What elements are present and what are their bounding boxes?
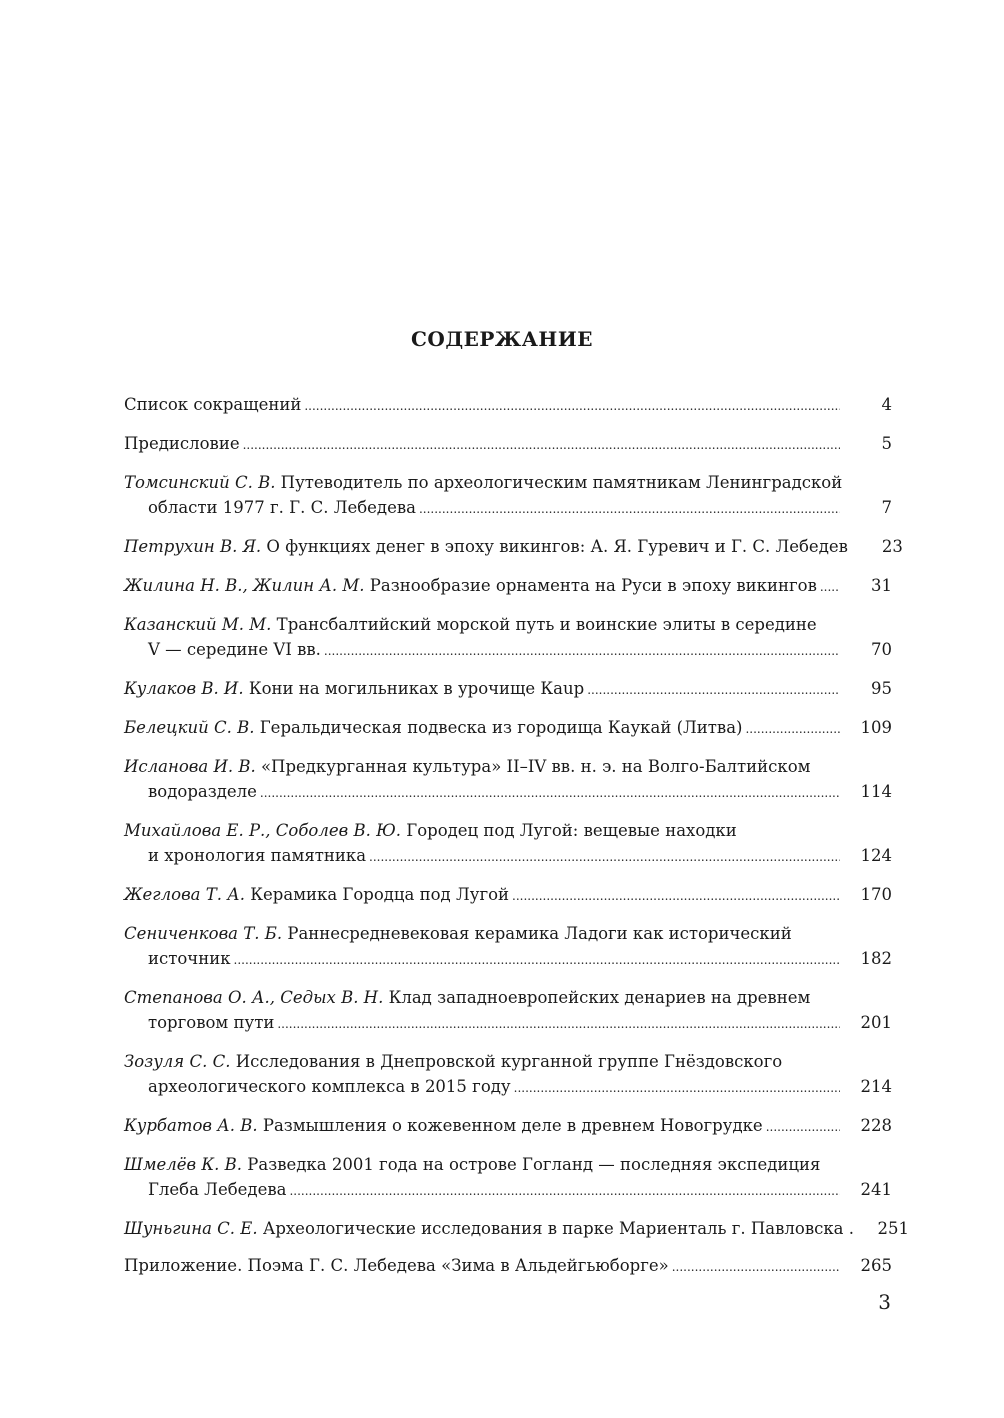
toc-entry-author: Исланова И. В. bbox=[124, 757, 256, 776]
toc-entry-author: Шуньгина С. Е. bbox=[124, 1219, 258, 1238]
toc-entry-author: Степанова О. А., Седых В. Н. bbox=[124, 988, 384, 1007]
toc-entry-author: Шмелёв К. В. bbox=[124, 1155, 243, 1174]
toc-entry-author: Сениченкова Т. Б. bbox=[124, 924, 283, 943]
toc-entry-title-continued: V — середине VI вв. bbox=[148, 640, 321, 659]
toc-entry-title: Трансбалтийский морской путь и воинские элиты в середине bbox=[271, 615, 817, 634]
toc-entry-title: Разнообразие орнамента на Руси в эпоху викингов bbox=[364, 576, 817, 595]
toc-entry-page: 31 bbox=[871, 576, 892, 595]
toc-entry[interactable] bbox=[124, 573, 892, 600]
dot-leader bbox=[820, 575, 840, 600]
toc-entry-author: Курбатов А. В. bbox=[124, 1116, 258, 1135]
toc-entry-title-continued: археологического комплекса в 2015 году bbox=[148, 1077, 511, 1096]
toc-entry[interactable] bbox=[124, 818, 892, 870]
toc-entry-page: 251 bbox=[877, 1219, 909, 1238]
toc-entry-title: Городец под Лугой: вещевые находки bbox=[401, 821, 737, 840]
toc-entry-author: Жилина Н. В., Жилин А. М. bbox=[124, 576, 365, 595]
dot-leader bbox=[369, 845, 840, 870]
dot-leader bbox=[514, 1076, 840, 1101]
toc-entry[interactable] bbox=[124, 754, 892, 806]
table-of-contents bbox=[124, 392, 909, 1292]
toc-entry-author: Жеглова Т. А. bbox=[124, 885, 246, 904]
dot-leader bbox=[277, 1012, 840, 1037]
page-title: СОДЕРЖАНИЕ bbox=[411, 327, 593, 351]
toc-entry-author: Казанский М. М. bbox=[124, 615, 272, 634]
toc-entry[interactable] bbox=[124, 1049, 892, 1101]
toc-entry-page: 182 bbox=[860, 949, 892, 968]
toc-entry[interactable] bbox=[124, 676, 892, 703]
toc-entry-page: 170 bbox=[860, 885, 892, 904]
toc-entry[interactable] bbox=[124, 882, 892, 909]
toc-entry[interactable] bbox=[124, 985, 892, 1037]
toc-entry-title: Геральдическая подвеска из городища Каукай (Литва) bbox=[254, 718, 743, 737]
toc-entry-author: Томсинский С. В. bbox=[124, 473, 276, 492]
toc-entry-page: 23 bbox=[881, 537, 903, 556]
toc-entry-author: Белецкий С. В. bbox=[124, 718, 255, 737]
toc-entry-title: О функциях денег в эпоху викингов: А. Я. Гуревич и Г. С. Лебедев bbox=[261, 537, 848, 556]
toc-entry-page: 201 bbox=[860, 1013, 892, 1032]
dot-leader bbox=[672, 1255, 840, 1280]
toc-entry[interactable] bbox=[124, 1152, 892, 1204]
dot-leader bbox=[260, 781, 840, 806]
toc-entry[interactable] bbox=[124, 470, 892, 522]
toc-entry-page: 228 bbox=[860, 1116, 892, 1135]
dot-leader bbox=[234, 948, 840, 973]
dot-leader bbox=[766, 1115, 840, 1140]
toc-entry-title-continued: торговом пути bbox=[148, 1013, 275, 1032]
toc-entry-author: Кулаков В. И. bbox=[124, 679, 244, 698]
toc-entry-title-continued: Глеба Лебедева bbox=[148, 1180, 287, 1199]
dot-leader bbox=[587, 678, 840, 703]
toc-entry[interactable] bbox=[124, 715, 892, 742]
toc-entry-title-continued: водоразделе bbox=[148, 782, 257, 801]
toc-entry-page: 4 bbox=[881, 395, 892, 414]
toc-entry-title: Предисловие bbox=[124, 434, 240, 453]
toc-entry-title: Приложение. Поэма Г. С. Лебедева «Зима в Альдейгьюборге» bbox=[124, 1256, 669, 1275]
dot-leader bbox=[324, 639, 840, 664]
toc-entry-title-continued: источник bbox=[148, 949, 231, 968]
dot-leader bbox=[289, 1179, 840, 1204]
toc-entry-title-continued: области 1977 г. Г. С. Лебедева bbox=[148, 498, 416, 517]
page-number: 3 bbox=[878, 1290, 891, 1314]
toc-entry-title: Керамика Городца под Лугой bbox=[245, 885, 510, 904]
toc-entry-title: Путеводитель по археологическим памятникам Ленинградской bbox=[275, 473, 843, 492]
toc-entry-title: «Предкурганная культура» II–IV вв. н. э. на Волго-Балтийском bbox=[255, 757, 811, 776]
toc-entry-page: 124 bbox=[860, 846, 892, 865]
dot-leader bbox=[745, 717, 840, 742]
toc-entry[interactable] bbox=[124, 431, 892, 458]
toc-entry-page: 70 bbox=[871, 640, 892, 659]
dot-leader bbox=[419, 497, 840, 522]
toc-entry[interactable] bbox=[124, 534, 903, 561]
toc-entry-page: 241 bbox=[860, 1180, 892, 1199]
toc-entry-title: Разведка 2001 года на острове Гогланд — последняя экспедиция bbox=[242, 1155, 821, 1174]
toc-entry-title: Исследования в Днепровской курганной группе Гнёздовского bbox=[230, 1052, 783, 1071]
toc-entry-page: 265 bbox=[860, 1256, 892, 1275]
toc-entry[interactable] bbox=[124, 1113, 892, 1140]
toc-entry-page: 5 bbox=[881, 434, 892, 453]
toc-entry-author: Зозуля С. С. bbox=[124, 1052, 231, 1071]
toc-entry-title: Археологические исследования в парке Мариенталь г. Павловска . bbox=[257, 1219, 854, 1238]
toc-entry[interactable] bbox=[124, 1216, 909, 1241]
toc-entry[interactable] bbox=[124, 612, 892, 664]
toc-entry-page: 214 bbox=[860, 1077, 892, 1096]
toc-entry-title: Список сокращений bbox=[124, 395, 302, 414]
toc-entry[interactable] bbox=[124, 392, 892, 419]
toc-entry[interactable] bbox=[124, 921, 892, 973]
toc-entry-title: Раннесредневековая керамика Ладоги как исторический bbox=[282, 924, 792, 943]
toc-entry-page: 95 bbox=[871, 679, 892, 698]
toc-entry-author: Михайлова Е. Р., Соболев В. Ю. bbox=[124, 821, 402, 840]
toc-entry-title: Размышления о кожевенном деле в древнем Новогрудке bbox=[257, 1116, 763, 1135]
dot-leader bbox=[512, 884, 840, 909]
toc-entry-author: Петрухин В. Я. bbox=[124, 537, 262, 556]
toc-entry-title-continued: и хронология памятника bbox=[148, 846, 367, 865]
toc-entry-title: Кони на могильниках в урочище Каup bbox=[243, 679, 585, 698]
toc-entry-page: 114 bbox=[860, 782, 892, 801]
toc-entry[interactable] bbox=[124, 1253, 892, 1280]
dot-leader bbox=[304, 394, 840, 419]
toc-entry-title: Клад западноевропейских денариев на древнем bbox=[383, 988, 811, 1007]
toc-entry-page: 109 bbox=[860, 718, 892, 737]
dot-leader bbox=[243, 433, 840, 458]
toc-entry-page: 7 bbox=[881, 498, 892, 517]
